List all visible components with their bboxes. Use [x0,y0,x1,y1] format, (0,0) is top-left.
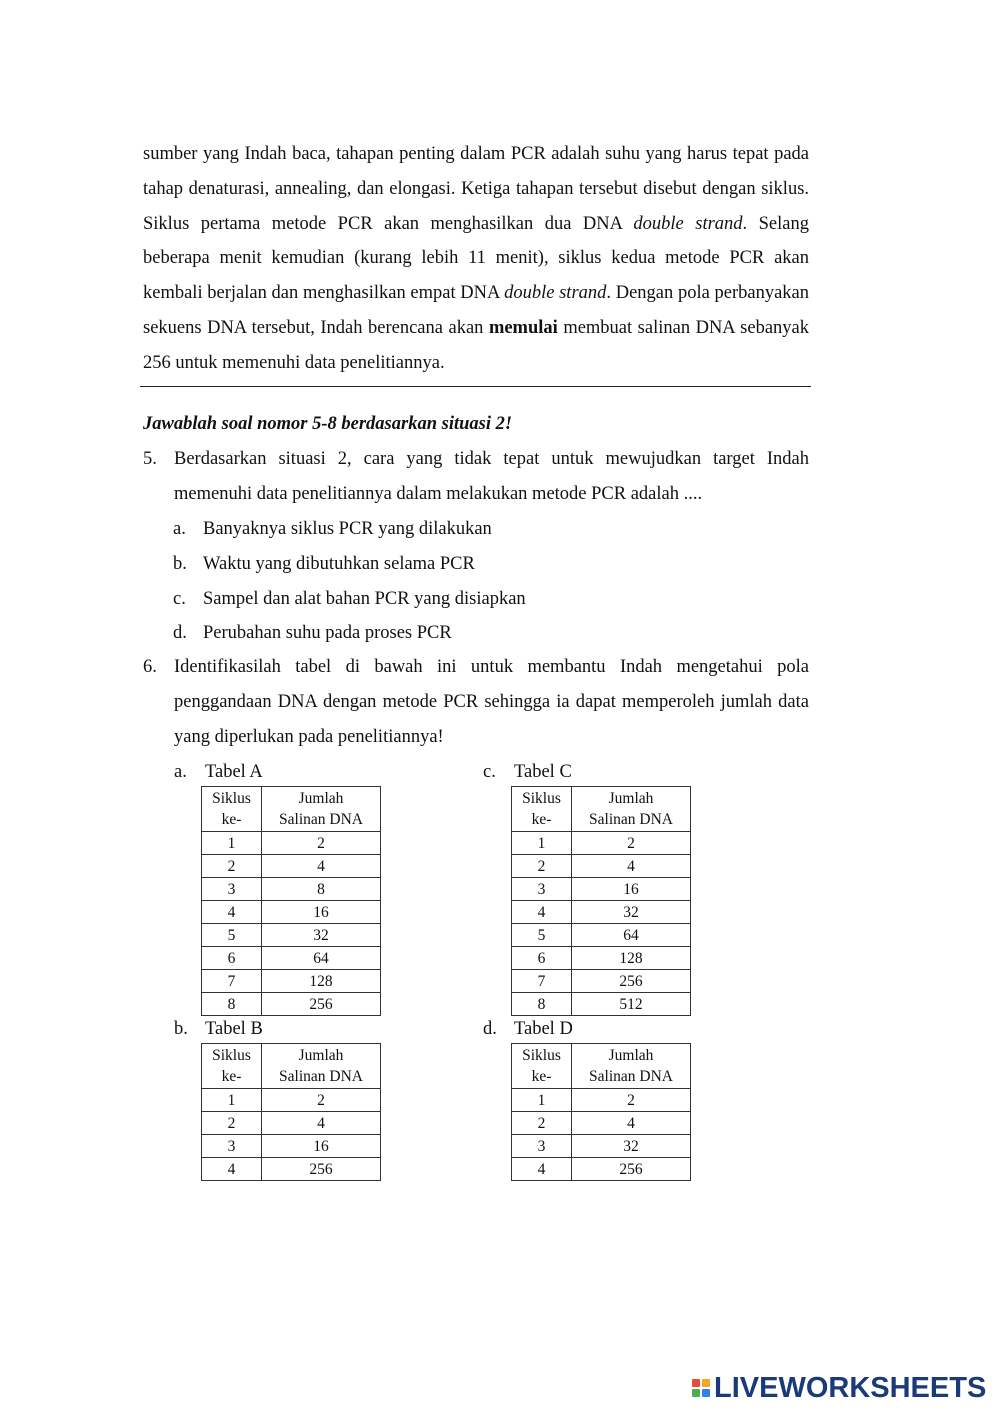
question-text: Identifikasilah tabel di bawah ini untuk membantu Indah mengetahui pola penggandaan DNA dengan metode PCR sehingga ia dapat memperoleh jumlah data yang diperlukan pada penelitiannya! [174,657,809,747]
table-row [202,901,381,924]
situation-italic: double strand [504,283,607,304]
table-row [202,1089,381,1112]
copies-cell: 4 [572,1112,691,1135]
situation-line: . Selang beberapa menit kemudian (kurang lebih 11 menit), siklus kedua [143,213,809,269]
table-letter: b. [174,1019,188,1039]
table-title: Tabel B [205,1019,263,1039]
cycle-cell: 2 [202,1112,262,1135]
logo-square [702,1379,710,1387]
header-text: ke- [221,811,242,828]
question-5 [143,442,809,512]
table-row [512,901,691,924]
option-letter: c. [173,589,186,609]
question-6 [143,650,809,754]
cycle-cell: 4 [202,901,262,924]
header-cell-jumlah [572,787,691,832]
copies-cell: 4 [572,855,691,878]
cycle-cell: 7 [202,970,262,993]
option-a[interactable] [173,514,492,544]
copies-cell: 16 [262,1135,381,1158]
copies-cell: 16 [262,901,381,924]
cycle-cell: 1 [512,832,572,855]
table-row [512,878,691,901]
option-c[interactable] [173,584,526,614]
cycle-cell: 3 [512,1135,572,1158]
table-row [512,855,691,878]
table-row [202,993,381,1016]
header-text: Jumlah [608,1047,654,1064]
table-row [202,878,381,901]
cycle-cell: 3 [202,878,262,901]
table-row [202,1112,381,1135]
copies-cell: 32 [262,924,381,947]
option-letter: b. [173,554,187,574]
table-row [202,947,381,970]
table-header-row [202,787,381,832]
table-title: Tabel A [205,762,263,782]
option-text: Sampel dan alat bahan PCR yang disiapkan [203,589,526,609]
option-text: Perubahan suhu pada proses PCR [203,623,452,643]
logo-square [692,1389,700,1397]
header-text: Salinan DNA [279,811,363,828]
table-d [511,1043,691,1181]
liveworksheets-logo-icon [692,1375,712,1401]
header-cell-siklus [202,787,262,832]
table-letter: d. [483,1019,497,1039]
table-row [512,947,691,970]
question-number: 6. [143,657,157,677]
situation-line: sumber yang Indah baca, tahapan penting dalam PCR adalah suhu yang harus tepat [143,144,769,164]
table-letter: a. [174,762,187,782]
copies-cell: 64 [262,947,381,970]
cycle-cell: 4 [512,901,572,924]
table-header-row [512,787,691,832]
header-cell-siklus [202,1044,262,1089]
header-text: Siklus [212,790,251,807]
table-row [512,832,691,855]
cycle-cell: 4 [202,1158,262,1181]
option-letter: d. [173,623,187,643]
header-text: Siklus [522,790,561,807]
cycle-cell: 1 [512,1089,572,1112]
header-text: ke- [221,1068,242,1085]
copies-cell: 32 [572,901,691,924]
table-row [202,1135,381,1158]
situation-line: Dengan pola perbanyakan sekuens DNA tersebut, Indah berencana akan [143,283,810,338]
header-text: Salinan DNA [589,1068,673,1085]
copies-cell: 256 [572,1158,691,1181]
copies-cell: 4 [262,855,381,878]
copies-cell: 2 [262,1089,381,1112]
option-text: Banyaknya siklus PCR yang dilakukan [203,519,492,539]
option-b[interactable] [173,549,475,579]
copies-cell: 256 [572,970,691,993]
liveworksheets-logo[interactable] [692,1373,986,1403]
copies-cell: 2 [262,832,381,855]
cycle-cell: 3 [512,878,572,901]
copies-cell: 16 [572,878,691,901]
header-text: Jumlah [298,1047,344,1064]
question-number: 5. [143,449,157,469]
cycle-cell: 6 [512,947,572,970]
cycle-cell: 1 [202,832,262,855]
table-letter: c. [483,762,496,782]
copies-cell: 64 [572,924,691,947]
header-text: Jumlah [608,790,654,807]
cycle-cell: 5 [512,924,572,947]
situation-line: pada tahap denaturasi, annealing, dan elongasi. Ketiga tahapan tersebut disebut [143,144,809,199]
copies-cell: 128 [262,970,381,993]
table-a [201,786,381,1016]
header-cell-siklus [512,787,572,832]
copies-cell: 8 [262,878,381,901]
header-text: ke- [531,1068,552,1085]
table-row [512,970,691,993]
header-text: Salinan DNA [279,1068,363,1085]
header-cell-jumlah [262,787,381,832]
section-divider [140,386,811,387]
table-a-label[interactable] [174,760,263,784]
cycle-cell: 8 [202,993,262,1016]
table-row [512,1135,691,1158]
cycle-cell: 6 [202,947,262,970]
cycle-cell: 8 [512,993,572,1016]
cycle-cell: 2 [512,855,572,878]
table-row [512,993,691,1016]
option-d[interactable] [173,618,452,648]
table-row [512,1112,691,1135]
copies-cell: 4 [262,1112,381,1135]
table-title: Tabel D [514,1019,573,1039]
liveworksheets-logo-text: LIVEWORKSHEETS [714,1371,987,1404]
table-b [201,1043,381,1181]
option-text: Waktu yang dibutuhkan selama PCR [203,554,475,574]
header-text: Salinan DNA [589,811,673,828]
cycle-cell: 7 [512,970,572,993]
table-d-label[interactable] [483,1017,573,1041]
cycle-cell: 2 [202,855,262,878]
copies-cell: 2 [572,832,691,855]
logo-square [692,1379,700,1387]
situation-bold: memulai [488,317,558,338]
copies-cell: 2 [572,1089,691,1112]
table-row [202,1158,381,1181]
header-text: ke- [531,811,552,828]
situation-line: . [606,283,612,304]
copies-cell: 32 [572,1135,691,1158]
table-row [202,970,381,993]
situation-italic: double [633,213,684,234]
cycle-cell: 1 [202,1089,262,1112]
table-b-label[interactable] [174,1017,263,1041]
table-header-row [512,1044,691,1089]
cycle-cell: 5 [202,924,262,947]
instruction-heading: Jawablah soal nomor 5-8 berdasarkan situasi 2! [143,414,513,434]
cycle-cell: 4 [512,1158,572,1181]
situation-line: membuat salinan DNA sebanyak 256 untuk memenuhi data penelitiannya. [143,317,809,373]
table-title: Tabel C [514,762,572,782]
table-row [512,924,691,947]
logo-square [702,1389,710,1397]
header-text: Jumlah [298,790,344,807]
table-row [202,832,381,855]
table-c-label[interactable] [483,760,572,784]
situation-italic: strand [695,213,743,234]
table-row [512,1158,691,1181]
table-row [202,924,381,947]
table-header-row [202,1044,381,1089]
header-cell-siklus [512,1044,572,1089]
header-cell-jumlah [262,1044,381,1089]
question-text: Berdasarkan situasi 2, cara yang tidak tepat untuk mewujudkan target Indah memenuhi data penelitiannya dalam melakukan metode PCR adalah .... [174,449,809,504]
copies-cell: 256 [262,993,381,1016]
copies-cell: 256 [262,1158,381,1181]
situation-line: dengan siklus. Siklus pertama metode PCR akan menghasilkan dua DNA [143,178,810,234]
table-row [202,855,381,878]
option-letter: a. [173,519,186,539]
copies-cell: 512 [572,993,691,1016]
header-text: Siklus [212,1047,251,1064]
situation-line: metode PCR akan kembali berjalan dan menghasilkan empat DNA [143,248,810,304]
header-text: Siklus [522,1047,561,1064]
table-row [512,1089,691,1112]
situation-paragraph [143,137,809,381]
cycle-cell: 2 [512,1112,572,1135]
table-c [511,786,691,1016]
copies-cell: 128 [572,947,691,970]
header-cell-jumlah [572,1044,691,1089]
cycle-cell: 3 [202,1135,262,1158]
